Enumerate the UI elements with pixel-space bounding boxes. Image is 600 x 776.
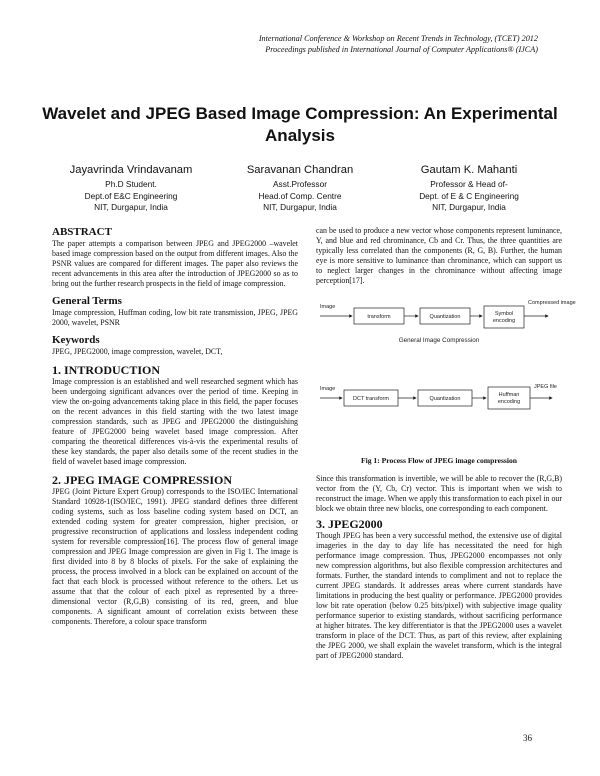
author-role: Asst.Professor [273,179,327,189]
section1-heading: 1. INTRODUCTION [52,363,161,377]
right-column [316,226,576,661]
right-col-paragraph-2: Since this transformation is invertible, we will be able to recover the (R,G,B) vector from the (Y, Cb, Cr) vector. This is important when we wish to reconstruct the image. When we apply this transformation to each pixel in our block we obtain three new blocks, one corresponding to each component. [316,474,562,513]
top-transform-label: transform [367,314,391,320]
bottom-huffman-label: Huffman encoding [497,392,521,405]
top-output-label: Compressed image [528,300,576,306]
author-block-3 [384,163,554,214]
author-name: Saravanan Chandran [246,164,354,176]
section3-text: Though JPEG has been a very successful method, the extensive use of digital imageries in the day to day life has necessitated the need for high performance image compression. Thus, JPEG2000 encompasses not only new compression algorithms, but also flexible compression architectures and formats. Further, the standard intends to compliment and not to replace the current JPEG standards. It addresses areas where current standards have limitations in producing the best quality or performance. JPEG2000 provides low bit rate operation (below 0.25 bits/pixel) with subjective image quality performance superior to existing standards, without sacrificing performance at higher bitrates. The key differentiator is that the JPEG2000 uses a wavelet transform in place of the DCT. Thus, as part of this review, after explaining the JPEG 2000, we shall explain the wavelet transform, which is the integral part of JPEG2000 standard. [316,531,562,660]
section2-heading: 2. JPEG IMAGE COMPRESSION [52,473,233,487]
bottom-huffman-box [488,387,530,409]
section1-text: Image compression is an established and well researched segment which has been undergoing significant advances over the period of time. Keeping in view the on-going advancements taking place in this field, the paper focuses on the recent advances in this field starting with the two latest image compression standards, such as JPEG and JPEG2000 the distinguishing feature of JPEG2000 being wavelet based image compression. After comparing the theoretical differences vis-à-vis the experimental results of these key standards, the paper also details some of the recent studies in the field of wavelet based image compression. [52,377,298,466]
author-dept: Dept. of E & C Engineering [419,190,519,201]
bottom-output-label: JPEG file [534,384,557,390]
conference-header-line1: International Conference & Workshop on Recent Trends in Technology, (TCET) 2012 [258,34,538,43]
bottom-input-label: Image [320,386,336,392]
author-role: Ph.D Student. [105,179,157,189]
general-terms-heading: General Terms [52,295,122,307]
keywords-text: JPEG, JPEG2000, image compression, wavelet, DCT, [52,347,223,356]
author-name: Gautam K. Mahanti [420,164,518,176]
top-input-label: Image [320,304,336,310]
author-role: Professor & Head of- [430,179,508,189]
author-dept: Head.of Comp. Centre [258,190,342,201]
conference-header-line2: Proceedings published in International Journal of Computer Applications® (IJCA) [265,45,538,54]
author-name: Jayavrinda Vrindavanam [69,164,193,176]
page-number: 36 [523,733,532,743]
figure-1-diagram [316,294,576,454]
bottom-dct-label: DCT transform [353,396,389,402]
section3-heading: 3. JPEG2000 [316,517,383,531]
general-terms-text: Image compression, Huffman coding, low bit rate transmission, JPEG, JPEG 2000, wavelet, PSNR [52,308,298,327]
author-block-1 [46,163,216,214]
figure-1-caption: Fig 1: Process Flow of JPEG image compression [360,456,517,465]
top-encoding-box [484,306,524,328]
author-institution: NIT, Durgapur, India [263,202,337,213]
author-institution: NIT, Durgapur, India [94,202,168,213]
top-encoding-label: Symbol encoding [492,311,516,324]
keywords-heading: Keywords [52,334,100,346]
author-block-2 [215,163,385,214]
author-institution: NIT, Durgapur, India [432,202,506,213]
bottom-quantization-label: Quantization [429,396,461,402]
abstract-heading: ABSTRACT [52,226,112,238]
paper-title: Wavelet and JPEG Based Image Compression: An Experimental Analysis [42,104,558,145]
right-col-paragraph-1: can be used to produce a new vector whose components represent luminance, Y, and blue and red chrominance, Cb and Cr. Thus, the three quantities are typically less correlated than the components (R, G, B). Further, the human eye is more sensitive to luminance than chrominance, which can support us to neglect larger changes in the chrominance without affecting image perception[17]. [316,226,562,285]
top-flow-caption: General Image Compression [398,337,480,344]
figure-1-process-flow [316,294,576,454]
abstract-text: The paper attempts a comparison between JPEG and JPEG2000 –wavelet based image compression based on the output from different images. Also the PSNR values are compared for different images. The paper also reviews the recent advancements in this area after the introduction of JPEG2000 so as to bring out the further research prospects in the field of image compression. [52,239,298,288]
author-dept: Dept.of E&C Engineering [84,190,178,201]
left-column [52,226,298,627]
section2-text: JPEG (Joint Picture Expert Group) corresponds to the ISO/IEC International Standard 10928-1(ISO/IEC, 1991). JPEG standard defines three different coding systems, such as loss baseline coding system based on DCT, an extended coding system for greater compression, higher precision, or progressive reconstruction of applications and lossless independent coding system for reversible compression[16]. The process flow of general image compression and JPEG Image compression are given in Fig 1. The image is first divided into 8 by 8 blocks of pixels. For the sake of explaining the process, the process involved in a block can be explained on account of the fact that each block is processed without reference to the others. Let us assume that that the colour of each pixel as represented by a three-dimensional vector (R,G,B) consisting of its red, green, and blue components. A significant amount of correlation exists between these components. Therefore, a colour space transform [52,487,298,626]
top-quantization-label: Quantization [429,314,461,320]
